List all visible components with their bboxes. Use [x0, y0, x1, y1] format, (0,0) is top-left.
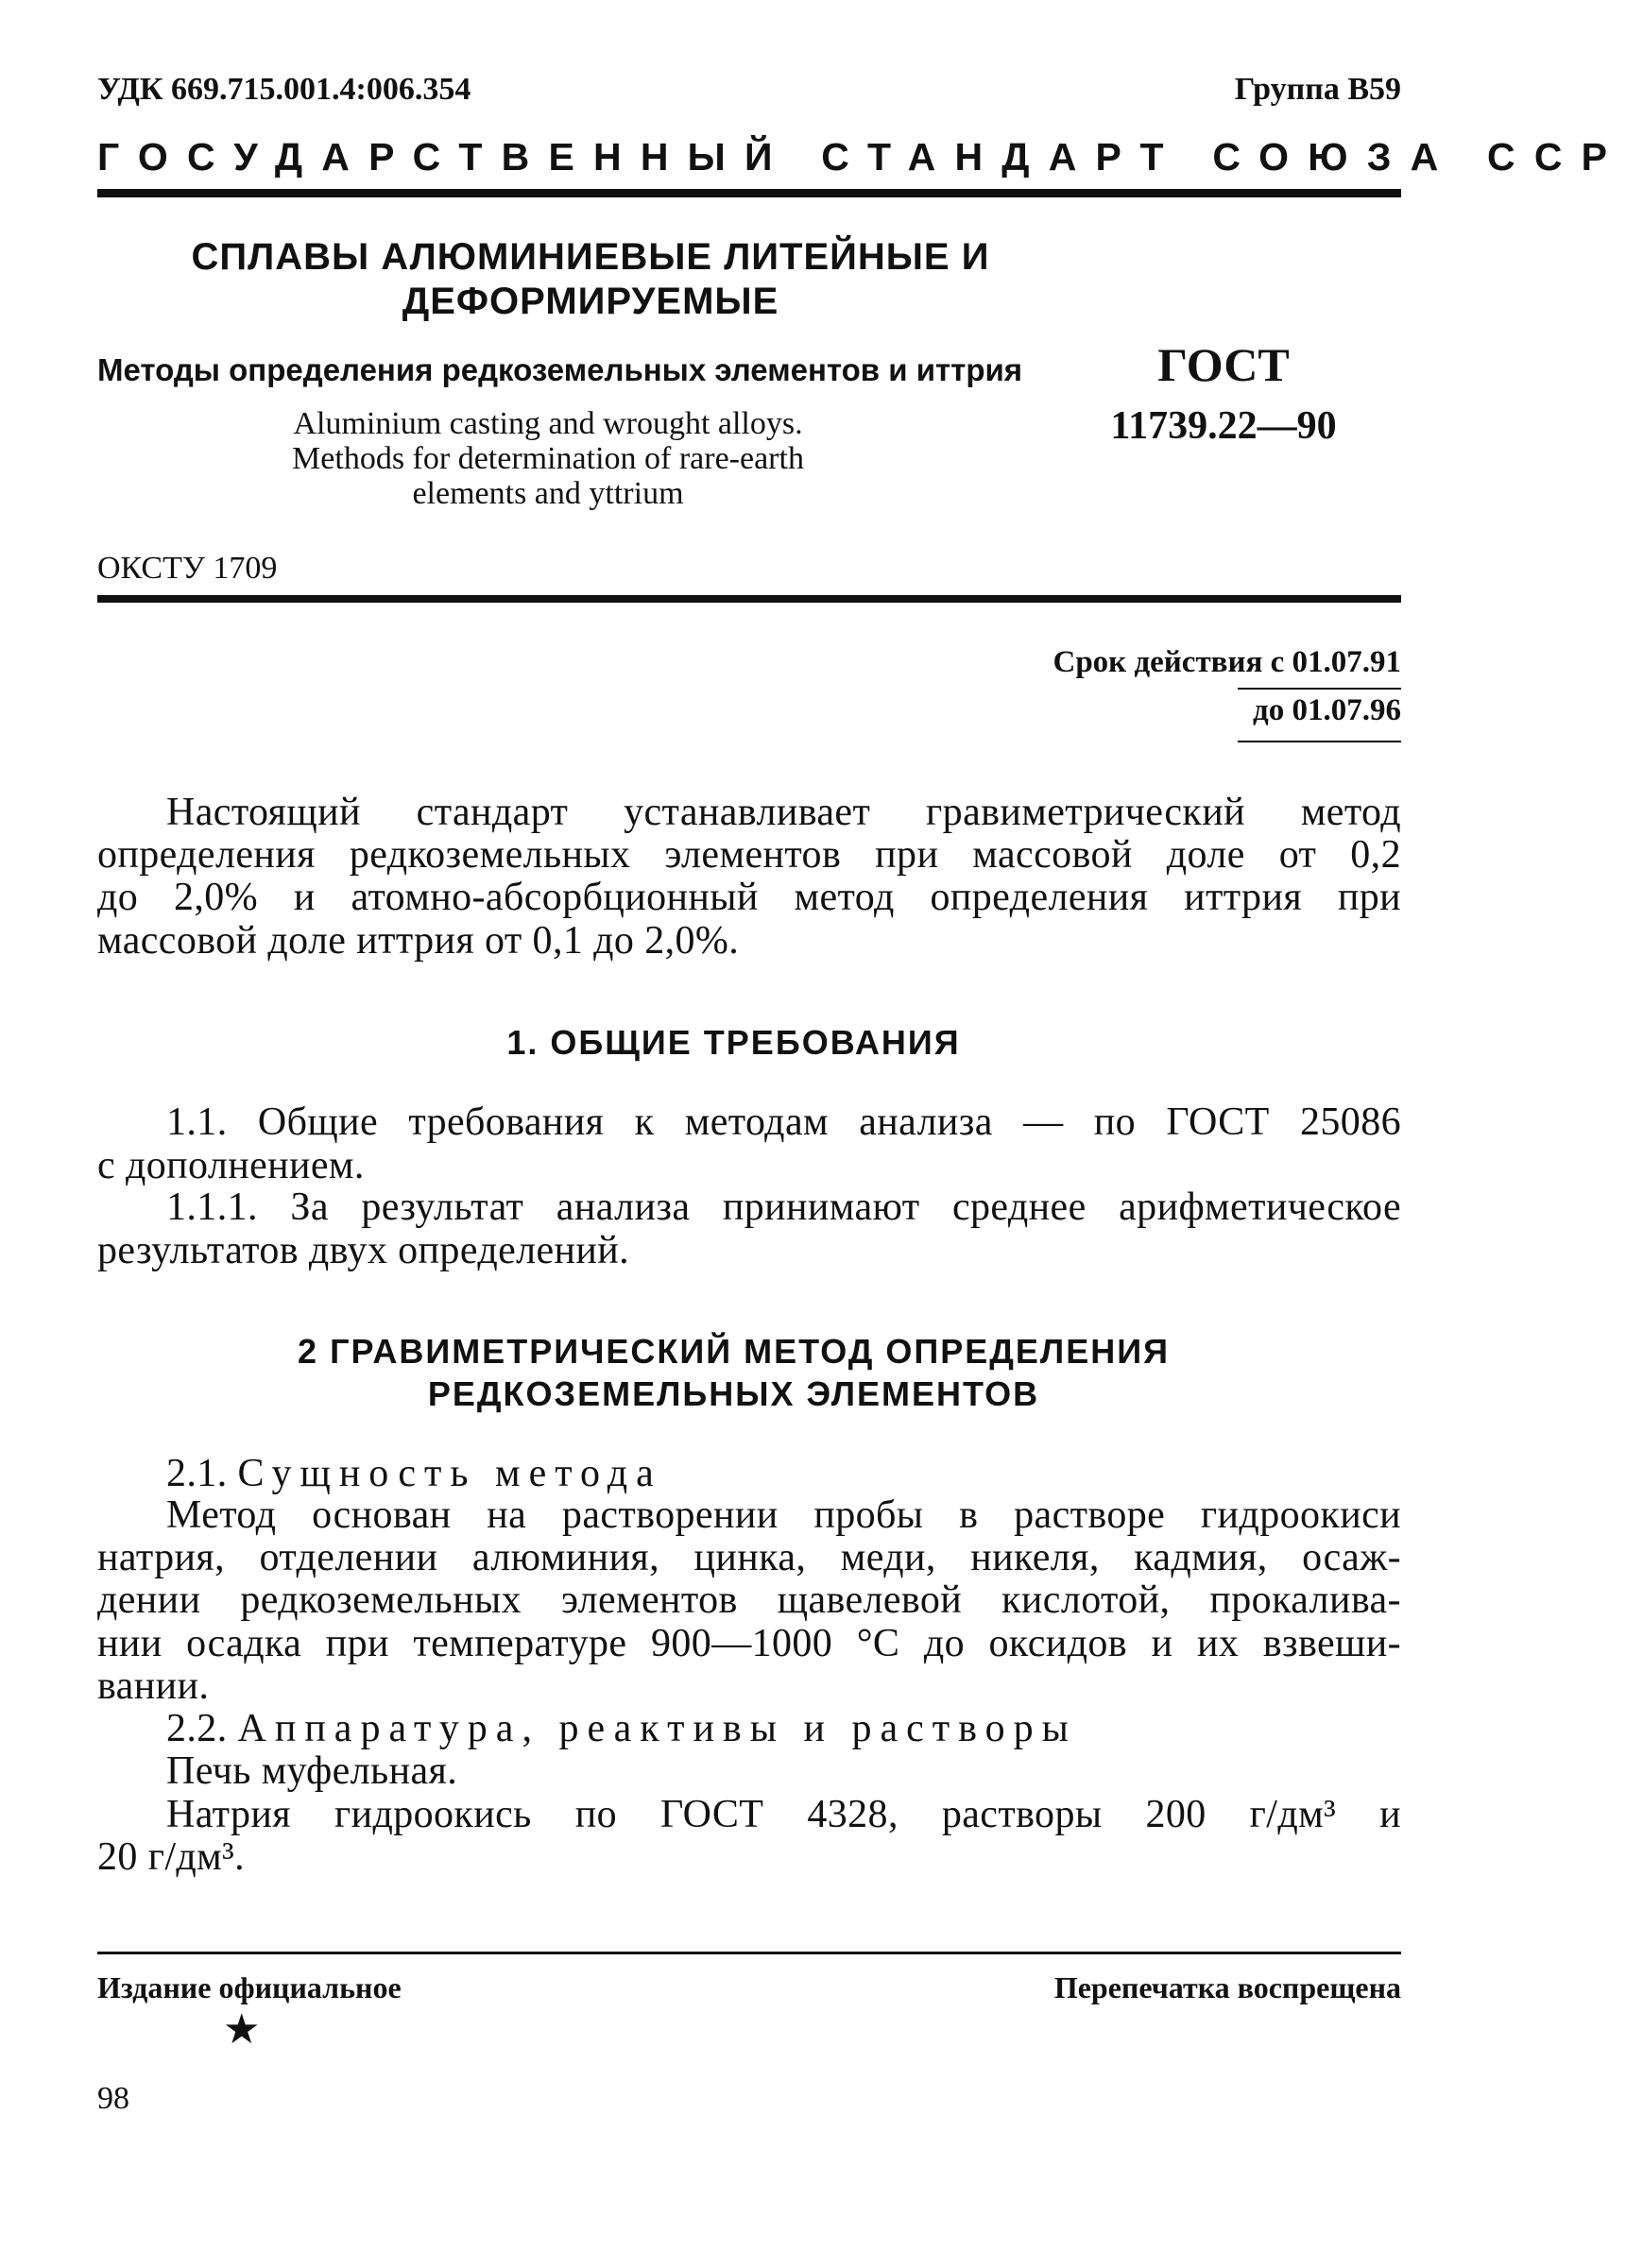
title-english-line-2: Methods for determination of rare-earth [292, 441, 804, 476]
naoh-line-1: Натрия гидроокись по ГОСТ 4328, растворы 200 г/дм³ и [166, 1793, 1401, 1836]
title-english-line-3: elements and yttrium [412, 476, 684, 511]
footer-rule [97, 1952, 1401, 1954]
section-1-line-3: 1.1.1. За результат анализа принимают среднее арифметическое [166, 1185, 1401, 1229]
naoh-line-2: 20 г/дм³. [97, 1835, 246, 1879]
okstu-code: ОКСТУ 1709 [97, 551, 278, 586]
subsection-2-2-title: Аппаратура, реактивы и растворы [237, 1707, 1077, 1750]
subtitle-russian: Методы определения редкоземельных элементов и иттрия [97, 352, 1023, 387]
title-line-2: ДЕФОРМИРУЕМЫЕ [402, 281, 779, 322]
state-standard-banner: ГОСУДАРСТВЕННЫЙ СТАНДАРТ СОЮЗА ССР [97, 135, 1626, 179]
section-1-heading: 1. ОБЩИЕ ТРЕБОВАНИЯ [506, 1023, 961, 1062]
udk-code: УДК 669.715.001.4:006.354 [97, 72, 471, 107]
intro-line-1: Настоящий стандарт устанавливает гравиметрический метод [166, 791, 1401, 834]
method-line-1: Метод основан на растворении пробы в растворе гидроокиси [166, 1493, 1401, 1537]
gost-number: 11739.22—90 [1110, 404, 1337, 448]
subsection-2-2-number: 2.2. [166, 1707, 228, 1750]
subsection-2-2 [166, 1706, 1077, 1751]
title-line-1: СПЛАВЫ АЛЮМИНИЕВЫЕ ЛИТЕЙНЫЕ И [191, 236, 990, 278]
method-line-5: вании. [97, 1664, 210, 1708]
section-2-heading-line-1: 2 ГРАВИМЕТРИЧЕСКИЙ МЕТОД ОПРЕДЕЛЕНИЯ [298, 1332, 1170, 1371]
method-line-4: нии осадка при температуре 900—1000 °С до оксидов и их взвеши- [97, 1622, 1401, 1665]
validity-to: до 01.07.96 [1253, 693, 1401, 727]
validity-rule-2 [1238, 741, 1401, 742]
method-line-3: дении редкоземельных элементов щавелевой кислотой, прокалива- [97, 1578, 1401, 1622]
section-1-line-1: 1.1. Общие требования к методам анализа — по ГОСТ 25086 [166, 1100, 1401, 1144]
subsection-2-1 [166, 1451, 662, 1496]
official-edition: Издание официальное [97, 1970, 402, 2004]
title-english-line-1: Aluminium casting and wrought alloys. [293, 406, 803, 441]
group-code: Группа В59 [1234, 72, 1401, 107]
method-line-2: натрия, отделении алюминия, цинка, меди, никеля, кадмия, осаж- [97, 1536, 1401, 1579]
intro-line-3: до 2,0% и атомно-абсорбционный метод определения иттрия при [97, 876, 1401, 919]
intro-line-4: массовой доле иттрия от 0,1 до 2,0%. [97, 919, 740, 963]
validity-from: Срок действия с 01.07.91 [1053, 645, 1401, 679]
section-1-line-4: результатов двух определений. [97, 1229, 630, 1272]
header-rule [97, 189, 1401, 197]
page-number: 98 [97, 2081, 129, 2116]
furnace-line: Печь муфельная. [166, 1749, 458, 1793]
subsection-2-1-title: Сущность метода [237, 1452, 662, 1495]
intro-line-2: определения редкоземельных элементов при массовой доле от 0,2 [97, 833, 1401, 877]
title-block-rule [97, 595, 1401, 603]
reprint-prohibited: Перепечатка воспрещена [1053, 1970, 1401, 2004]
validity-rule-1 [1238, 688, 1401, 690]
star-icon: ★ [223, 2006, 261, 2053]
section-2-heading-line-2: РЕДКОЗЕМЕЛЬНЫХ ЭЛЕМЕНТОВ [427, 1374, 1040, 1413]
gost-label: ГОСТ [1157, 338, 1290, 391]
section-1-line-2: с дополнением. [97, 1144, 365, 1187]
subsection-2-1-number: 2.1. [166, 1452, 228, 1495]
